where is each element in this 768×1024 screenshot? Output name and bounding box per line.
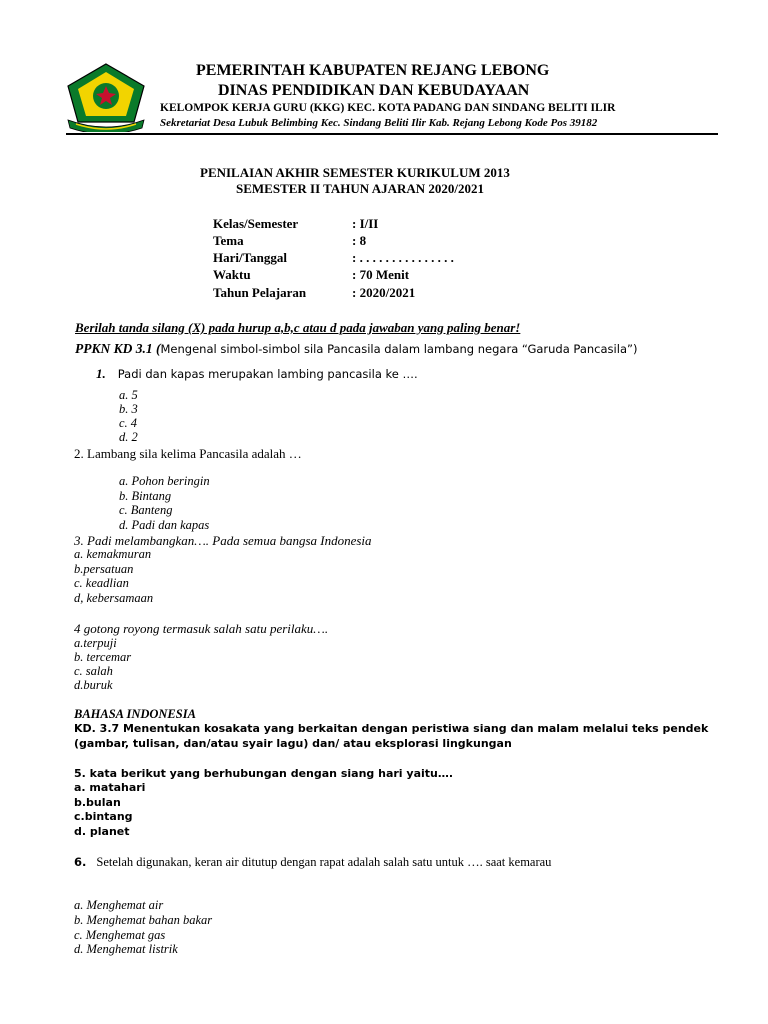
option: a. Pohon beringin xyxy=(119,474,210,488)
header-kkg-line: KELOMPOK KERJA GURU (KKG) KEC. KOTA PADANG DAN SINDANG BELITI ILIR xyxy=(160,102,616,114)
option: b.bulan xyxy=(74,796,121,809)
option: c. Menghemat gas xyxy=(74,928,166,942)
exam-title-line1: PENILAIAN AKHIR SEMESTER KURIKULUM 2013 xyxy=(200,165,510,180)
option: c. 4 xyxy=(119,416,138,430)
header-address-line: Sekretariat Desa Lubuk Belimbing Kec. Sindang Beliti Ilir Kab. Rejang Lebong Kode Pos 39182 xyxy=(160,117,598,129)
option: d. Padi dan kapas xyxy=(119,518,210,532)
option: d. 2 xyxy=(119,430,138,444)
ppkn-kd-text: Mengenal simbol-simbol sila Pancasila dalam lambang negara “Garuda Pancasila”) xyxy=(160,342,638,356)
option: a. matahari xyxy=(74,781,146,794)
question-5: 5. kata berikut yang berhubungan dengan siang hari yaitu…. xyxy=(74,767,454,780)
ppkn-kd xyxy=(75,340,637,358)
bindo-heading: BAHASA INDONESIA xyxy=(74,707,196,721)
field-value: : 70 Menit xyxy=(352,267,410,282)
question-2: 2. Lambang sila kelima Pancasila adalah … xyxy=(74,446,302,461)
option: b. Menghemat bahan bakar xyxy=(74,913,213,927)
header-government-line: PEMERINTAH KABUPATEN REJANG LEBONG xyxy=(196,62,550,79)
option: d. Menghemat listrik xyxy=(74,942,178,956)
field-label: Tema xyxy=(213,233,244,248)
option: b. 3 xyxy=(119,402,138,416)
option: b. tercemar xyxy=(74,650,132,664)
option: d, kebersamaan xyxy=(74,591,154,605)
question-text: Padi dan kapas merupakan lambing pancasila ke …. xyxy=(117,367,418,381)
question-6 xyxy=(74,853,551,871)
field-label: Hari/Tanggal xyxy=(213,250,287,265)
field-value: : . . . . . . . . . . . . . . . xyxy=(352,250,454,265)
option: c. salah xyxy=(74,664,113,678)
question-number: 6. xyxy=(74,855,87,869)
header-divider xyxy=(66,133,718,135)
field-label: Waktu xyxy=(213,267,251,282)
option: d.buruk xyxy=(74,678,113,692)
option: c. keadlian xyxy=(74,576,129,590)
field-value: : 8 xyxy=(352,233,367,248)
question-number: 1. xyxy=(96,366,106,381)
kemendikbud-logo-emblem xyxy=(64,62,148,132)
option: a. 5 xyxy=(119,388,138,402)
field-label: Kelas/Semester xyxy=(213,216,299,231)
option: c. Banteng xyxy=(119,503,173,517)
option: a. kemakmuran xyxy=(74,547,152,561)
question-text: Setelah digunakan, keran air ditutup dengan rapat adalah salah satu untuk …. saat kemarau xyxy=(96,855,552,869)
option: a.terpuji xyxy=(74,636,117,650)
question-3: 3. Padi melambangkan…. Pada semua bangsa Indonesia xyxy=(74,533,372,548)
field-value: : I/II xyxy=(352,216,379,231)
field-value: : 2020/2021 xyxy=(352,285,416,300)
option: b.persatuan xyxy=(74,562,134,576)
bindo-kd-line2: (gambar, tulisan, dan/atau syair lagu) dan/ atau eksplorasi lingkungan xyxy=(74,737,512,750)
option: a. Menghemat air xyxy=(74,898,164,912)
exam-title-line2: SEMESTER II TAHUN AJARAN 2020/2021 xyxy=(236,181,485,196)
header-department-line: DINAS PENDIDIKAN DAN KEBUDAYAAN xyxy=(218,82,530,99)
ppkn-kd-prefix: PPKN KD 3.1 ( xyxy=(75,341,161,356)
bindo-kd-line1: KD. 3.7 Menentukan kosakata yang berkaitan dengan peristiwa siang dan malam melalui teks pendek xyxy=(74,722,709,735)
question-1 xyxy=(96,365,418,383)
option: b. Bintang xyxy=(119,489,172,503)
option: d. planet xyxy=(74,825,130,838)
option: c.bintang xyxy=(74,810,133,823)
field-label: Tahun Pelajaran xyxy=(213,285,307,300)
instruction: Berilah tanda silang (X) pada hurup a,b,c atau d pada jawaban yang paling benar! xyxy=(75,320,521,335)
question-4: 4 gotong royong termasuk salah satu perilaku…. xyxy=(74,621,329,636)
